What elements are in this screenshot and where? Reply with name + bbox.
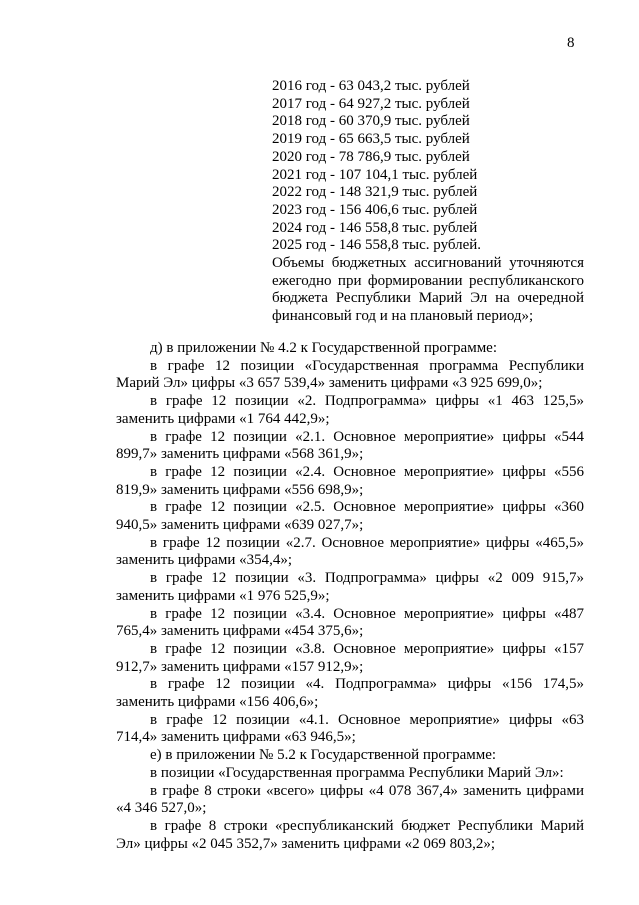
paragraph: в графе 12 позиции «2.4. Основное мероприятие» цифры «556 819,9» заменить цифрами «556 698,9»; [116,463,584,498]
year-line: 2023 год - 156 406,6 тыс. рублей [272,201,478,218]
paragraph: в графе 12 позиции «2.7. Основное мероприятие» цифры «465,5» заменить цифрами «354,4»; [116,534,584,569]
paragraph: в графе 12 позиции «3.8. Основное мероприятие» цифры «157 912,7» заменить цифрами «157 912,9»; [116,640,584,675]
paragraph: в графе 12 позиции «4. Подпрограмма» цифры «156 174,5» заменить цифрами «156 406,6»; [116,676,584,711]
page-number: 8 [567,35,575,51]
paragraph: в графе 12 позиции «3. Подпрограмма» цифры «2 009 915,7» заменить цифрами «1 976 525,9»; [116,570,584,604]
year-line: 2020 год - 78 786,9 тыс. рублей [272,148,470,165]
paragraph: е) в приложении № 5.2 к Государственной программе: [150,747,497,764]
paragraph: в графе 8 строки «республиканский бюджет Республики Марий Эл» цифры «2 045 352,7» заменить цифрами «2 069 803,2»; [116,817,584,852]
paragraph: в графе 12 позиции «4.1. Основное мероприятие» цифры «63 714,4» заменить цифрами «63 946,5»; [116,711,584,746]
year-line: 2017 год - 64 927,2 тыс. рублей [272,95,470,112]
year-line: 2016 год - 63 043,2 тыс. рублей [272,78,470,94]
paragraph: в графе 12 позиции «2.1. Основное мероприятие» цифры «544 899,7» заменить цифрами «568 361,9»; [116,428,584,463]
paragraph: д) в приложении № 4.2 к Государственной программе: [150,340,498,356]
paragraph: в графе 12 позиции «2. Подпрограмма» цифры «1 463 125,5» заменить цифрами «1 764 442,9»; [116,393,584,427]
paragraph: в графе 12 позиции «Государственная программа Республики Марий Эл» цифры «3 657 539,4» заменить цифрами «3 925 699,0»; [116,357,584,392]
funding-note: Объемы бюджетных ассигнований уточняются ежегодно при формировании республиканского бюджета Республики Марий Эл на очередной финансовый год и на плановый период»; [272,255,584,325]
paragraph: в графе 12 позиции «3.4. Основное мероприятие» цифры «487 765,4» заменить цифрами «454 375,6»; [116,605,584,640]
year-line: 2022 год - 148 321,9 тыс. рублей [272,184,478,201]
year-line: 2019 год - 65 663,5 тыс. рублей [272,131,470,148]
paragraph: в позиции «Государственная программа Республики Марий Эл»: [150,764,564,781]
paragraph: в графе 8 строки «всего» цифры «4 078 367,4» заменить цифрами «4 346 527,0»; [116,782,584,817]
paragraph: в графе 12 позиции «2.5. Основное мероприятие» цифры «360 940,5» заменить цифрами «639 027,7»; [116,499,584,534]
year-line: 2021 год - 107 104,1 тыс. рублей [272,166,478,183]
funding-by-year-block [272,78,584,326]
year-line: 2025 год - 146 558,8 тыс. рублей. [272,237,482,254]
amendments-body [116,340,584,853]
year-line: 2018 год - 60 370,9 тыс. рублей [272,113,470,130]
year-line: 2024 год - 146 558,8 тыс. рублей [272,219,478,236]
